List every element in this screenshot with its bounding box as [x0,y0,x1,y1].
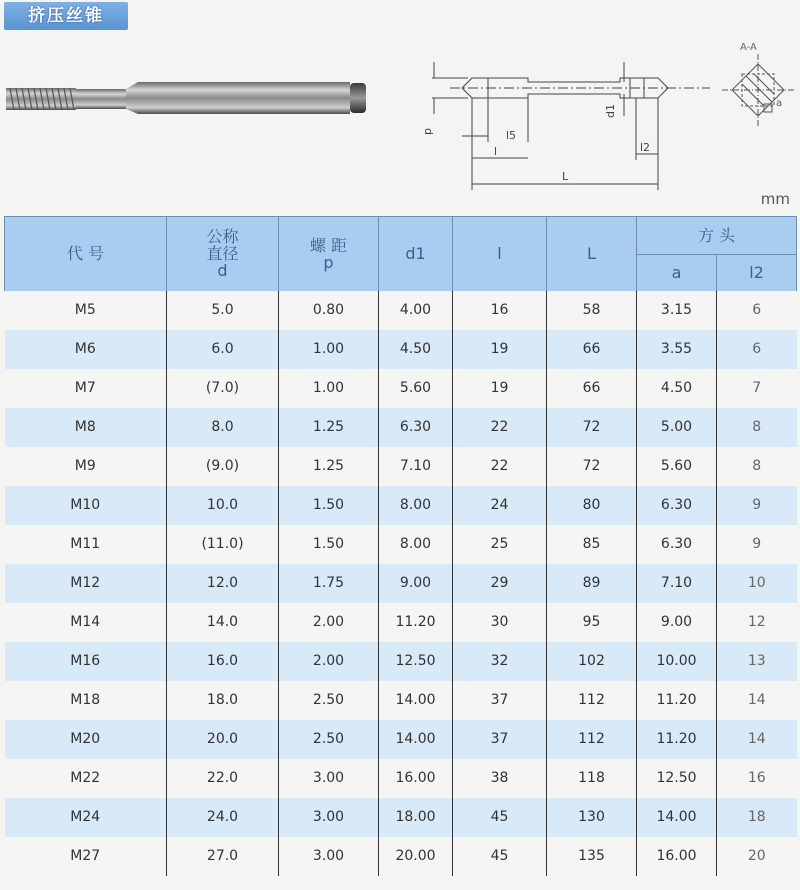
dim-l2-label: l2 [640,141,651,154]
cell-code: M6 [5,330,167,369]
table-row [5,681,797,720]
cell-d: 6.0 [167,330,279,369]
cell-l: 38 [453,759,547,798]
cell-d: (7.0) [167,369,279,408]
cell-a: 14.00 [637,798,717,837]
cell-L: 85 [547,525,637,564]
cell-l2: 18 [717,798,797,837]
cell-l: 32 [453,642,547,681]
table-row [5,642,797,681]
cell-d: (11.0) [167,525,279,564]
cell-d1: 8.00 [379,486,453,525]
cell-l2: 14 [717,681,797,720]
cell-L: 130 [547,798,637,837]
cell-d1: 14.00 [379,681,453,720]
dim-l5-label: l5 [506,129,517,142]
cell-l: 29 [453,564,547,603]
cell-l: 22 [453,447,547,486]
cell-a: 9.00 [637,603,717,642]
cell-l: 45 [453,837,547,876]
table-row [5,798,797,837]
unit-label: mm [760,190,790,208]
cell-l2: 7 [717,369,797,408]
cell-l: 16 [453,291,547,330]
cell-d: 18.0 [167,681,279,720]
header-d1: d1 [379,217,453,291]
cell-d: 27.0 [167,837,279,876]
cell-d1: 12.50 [379,642,453,681]
table-row [5,330,797,369]
dim-l-label: l [494,145,498,158]
cell-L: 66 [547,369,637,408]
table-row [5,603,797,642]
cell-l: 37 [453,681,547,720]
cell-p: 3.00 [279,837,379,876]
cell-a: 12.50 [637,759,717,798]
cell-d1: 4.00 [379,291,453,330]
cell-d1: 9.00 [379,564,453,603]
cell-l2: 20 [717,837,797,876]
cell-l: 25 [453,525,547,564]
cell-d: 16.0 [167,642,279,681]
cell-l: 19 [453,330,547,369]
table-row [5,525,797,564]
cell-l2: 6 [717,330,797,369]
cell-code: M18 [5,681,167,720]
cell-code: M16 [5,642,167,681]
cell-d: 20.0 [167,720,279,759]
cell-p: 1.00 [279,369,379,408]
cell-code: M12 [5,564,167,603]
cell-d1: 16.00 [379,759,453,798]
cell-p: 1.25 [279,447,379,486]
cell-L: 58 [547,291,637,330]
cell-l2: 12 [717,603,797,642]
cell-L: 112 [547,720,637,759]
cell-d: 14.0 [167,603,279,642]
cell-L: 89 [547,564,637,603]
cell-l2: 9 [717,486,797,525]
cell-l2: 8 [717,408,797,447]
cell-l2: 8 [717,447,797,486]
cell-d: 8.0 [167,408,279,447]
cell-L: 80 [547,486,637,525]
header-pitch: 螺 距 p [279,217,379,291]
cell-a: 3.55 [637,330,717,369]
cell-d1: 18.00 [379,798,453,837]
cell-L: 66 [547,330,637,369]
cell-a: 11.20 [637,720,717,759]
cell-l: 37 [453,720,547,759]
cell-a: 7.10 [637,564,717,603]
table-row [5,759,797,798]
cell-a: 5.60 [637,447,717,486]
header-l2: l2 [717,255,797,291]
cell-p: 0.80 [279,291,379,330]
cell-a: 16.00 [637,837,717,876]
cell-l2: 9 [717,525,797,564]
cell-p: 3.00 [279,759,379,798]
cell-code: M7 [5,369,167,408]
cell-d1: 7.10 [379,447,453,486]
cell-l2: 10 [717,564,797,603]
cell-d1: 20.00 [379,837,453,876]
cell-a: 11.20 [637,681,717,720]
section-view [722,40,794,140]
table-row [5,720,797,759]
header-L: L [547,217,637,291]
cell-d1: 11.20 [379,603,453,642]
page-title: 挤压丝锥 [4,2,128,30]
cell-L: 135 [547,837,637,876]
cell-l: 45 [453,798,547,837]
header-a: a [637,255,717,291]
section-a-label: a [776,98,783,109]
cell-p: 1.00 [279,330,379,369]
cell-d: (9.0) [167,447,279,486]
cell-code: M24 [5,798,167,837]
dim-d-label: d [422,128,435,135]
header-square: 方 头 [637,217,797,255]
cell-l2: 16 [717,759,797,798]
cell-d1: 5.60 [379,369,453,408]
header-l: l [453,217,547,291]
cell-code: M27 [5,837,167,876]
table-row [5,408,797,447]
cell-a: 3.15 [637,291,717,330]
cell-L: 118 [547,759,637,798]
cell-l2: 6 [717,291,797,330]
cell-l2: 13 [717,642,797,681]
cell-p: 1.75 [279,564,379,603]
cell-code: M9 [5,447,167,486]
header-code: 代 号 [5,217,167,291]
cell-d1: 6.30 [379,408,453,447]
table-row [5,486,797,525]
cell-d1: 4.50 [379,330,453,369]
cell-a: 10.00 [637,642,717,681]
cell-code: M11 [5,525,167,564]
cell-d: 24.0 [167,798,279,837]
section-title: A-A [740,42,757,53]
cell-p: 1.25 [279,408,379,447]
table-row [5,837,797,876]
cell-p: 2.50 [279,720,379,759]
cell-L: 72 [547,447,637,486]
cell-L: 112 [547,681,637,720]
table-row [5,564,797,603]
cell-p: 3.00 [279,798,379,837]
spec-table [4,216,797,876]
dim-d1-label: d1 [604,104,617,118]
table-row [5,291,797,330]
cell-l: 19 [453,369,547,408]
cell-d: 22.0 [167,759,279,798]
table-row [5,369,797,408]
cell-code: M22 [5,759,167,798]
cell-L: 95 [547,603,637,642]
cell-l: 22 [453,408,547,447]
cell-d: 12.0 [167,564,279,603]
dim-L-label: L [562,170,569,183]
cell-p: 2.50 [279,681,379,720]
cell-L: 102 [547,642,637,681]
cell-code: M8 [5,408,167,447]
cell-p: 2.00 [279,603,379,642]
cell-a: 6.30 [637,486,717,525]
cell-l: 24 [453,486,547,525]
header-nominal-diameter: 公称 直径 d [167,217,279,291]
cell-d: 5.0 [167,291,279,330]
table-row [5,447,797,486]
cell-code: M5 [5,291,167,330]
cell-p: 1.50 [279,486,379,525]
cell-code: M14 [5,603,167,642]
cell-p: 1.50 [279,525,379,564]
tap-photo [6,78,368,118]
cell-d1: 8.00 [379,525,453,564]
cell-a: 6.30 [637,525,717,564]
cell-code: M20 [5,720,167,759]
cell-d1: 14.00 [379,720,453,759]
cell-l: 30 [453,603,547,642]
cell-L: 72 [547,408,637,447]
tap-drawing [420,40,720,190]
cell-p: 2.00 [279,642,379,681]
cell-d: 10.0 [167,486,279,525]
cell-l2: 14 [717,720,797,759]
cell-a: 4.50 [637,369,717,408]
cell-a: 5.00 [637,408,717,447]
cell-code: M10 [5,486,167,525]
